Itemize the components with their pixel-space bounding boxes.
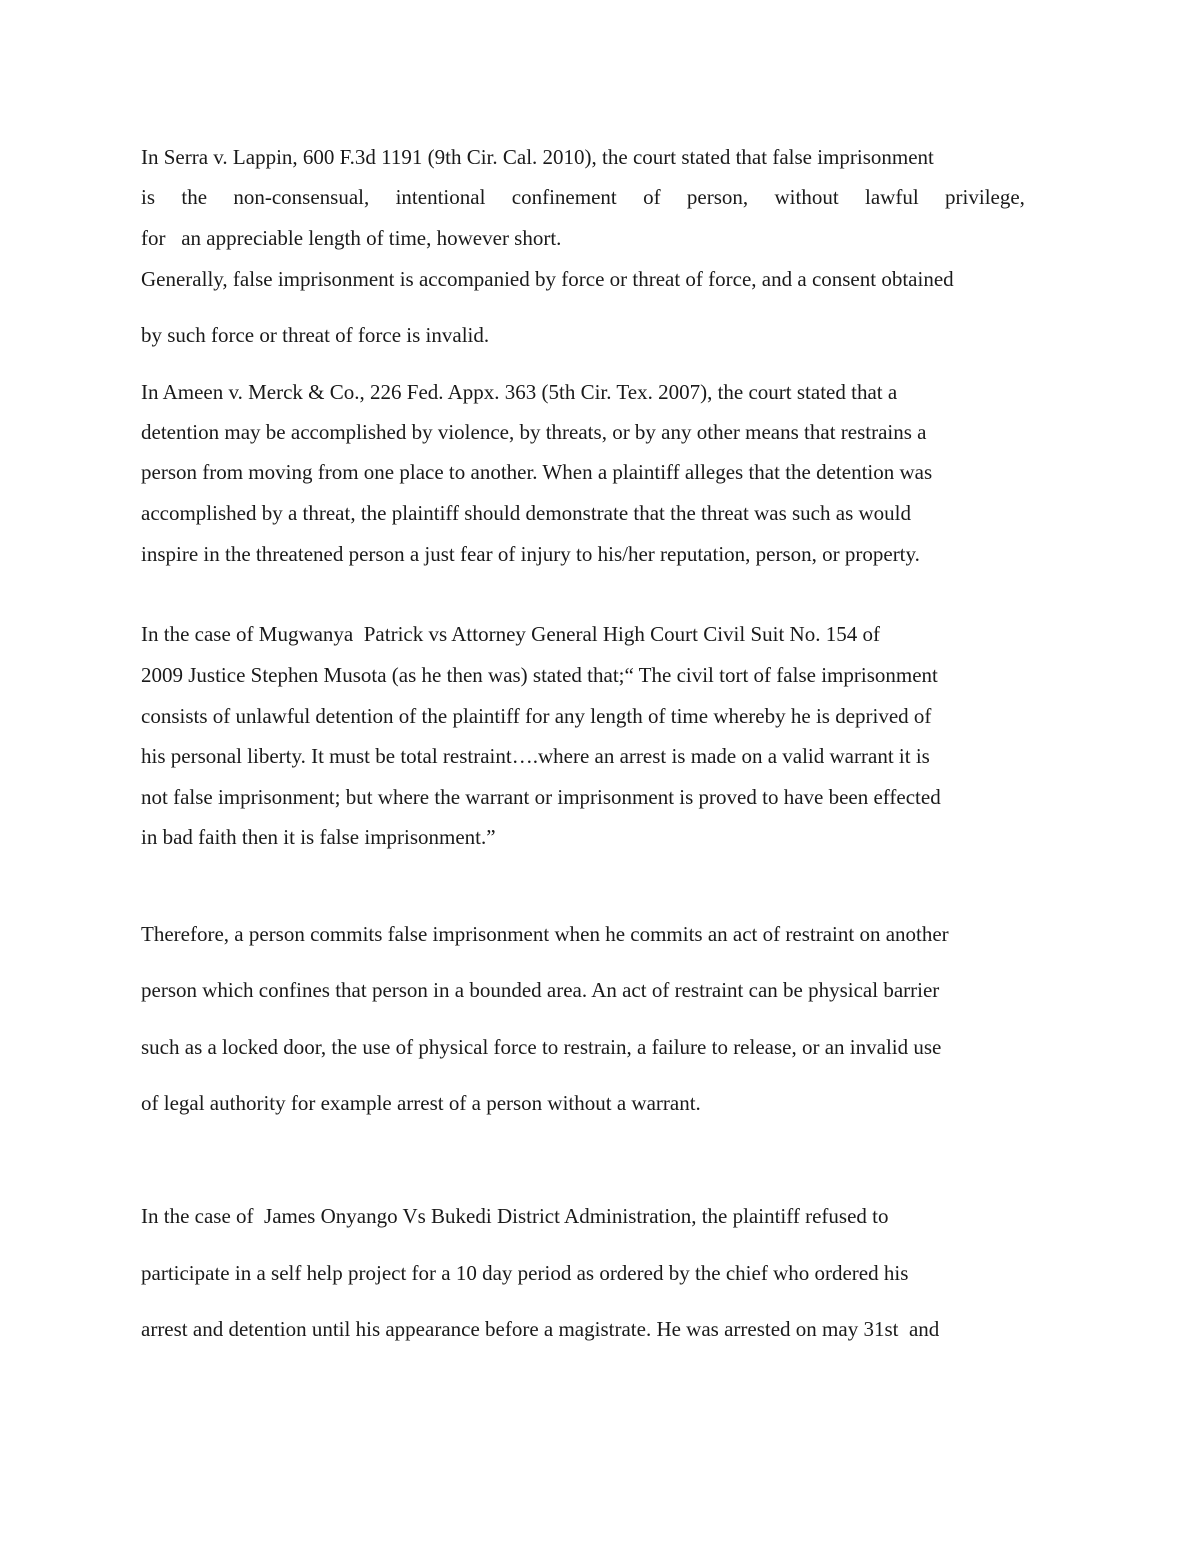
paragraph-mugwanya-line-3: consists of unlawful detention of the plaintiff for any length of time whereby he is deprived of: [141, 704, 932, 728]
paragraph-serra-line-3: for an appreciable length of time, however short.: [141, 226, 562, 250]
word: privilege,: [945, 185, 1025, 209]
word: of: [643, 185, 661, 209]
paragraph-mugwanya-line-6: in bad faith then it is false imprisonment.”: [141, 825, 496, 849]
paragraph-onyango-line-1: In the case of James Onyango Vs Bukedi District Administration, the plaintiff refused to: [141, 1204, 889, 1228]
paragraph-ameen-line-5: inspire in the threatened person a just fear of injury to his/her reputation, person, or property.: [141, 542, 920, 566]
word: confinement: [511, 185, 617, 209]
word: non-consensual,: [233, 185, 370, 209]
paragraph-ameen-line-3: person from moving from one place to another. When a plaintiff alleges that the detention was: [141, 460, 933, 484]
word: lawful: [865, 185, 919, 209]
paragraph-generally-line-1: Generally, false imprisonment is accompanied by force or threat of force, and a consent obtained: [141, 267, 954, 291]
paragraph-mugwanya-line-2: 2009 Justice Stephen Musota (as he then was) stated that;“ The civil tort of false imprisonment: [141, 663, 938, 687]
paragraph-ameen-line-1: In Ameen v. Merck & Co., 226 Fed. Appx. 363 (5th Cir. Tex. 2007), the court stated that a: [141, 380, 898, 404]
paragraph-generally-line-2: by such force or threat of force is invalid.: [141, 323, 490, 347]
paragraph-mugwanya-line-1: In the case of Mugwanya Patrick vs Attorney General High Court Civil Suit No. 154 of: [141, 622, 880, 646]
word: the: [181, 185, 208, 209]
paragraph-therefore-line-4: of legal authority for example arrest of a person without a warrant.: [141, 1091, 701, 1115]
paragraph-ameen-line-2: detention may be accomplished by violence, by threats, or by any other means that restrains a: [141, 420, 927, 444]
paragraph-onyango-line-3: arrest and detention until his appearance before a magistrate. He was arrested on may 31st and: [141, 1317, 940, 1341]
paragraph-mugwanya-line-4: his personal liberty. It must be total restraint….where an arrest is made on a valid warrant it is: [141, 744, 930, 768]
paragraph-therefore-line-3: such as a locked door, the use of physical force to restrain, a failure to release, or an invalid use: [141, 1035, 942, 1059]
paragraph-serra-line-1: In Serra v. Lappin, 600 F.3d 1191 (9th Cir. Cal. 2010), the court stated that false imprisonment: [141, 145, 934, 169]
paragraph-therefore-line-2: person which confines that person in a bounded area. An act of restraint can be physical barrier: [141, 978, 940, 1002]
paragraph-mugwanya-line-5: not false imprisonment; but where the warrant or imprisonment is proved to have been effected: [141, 785, 941, 809]
paragraph-therefore-line-1: Therefore, a person commits false imprisonment when he commits an act of restraint on another: [141, 922, 949, 946]
paragraph-serra-line-2: [141, 185, 1025, 209]
paragraph-onyango-line-2: participate in a self help project for a 10 day period as ordered by the chief who ordered his: [141, 1261, 909, 1285]
word: intentional: [395, 185, 486, 209]
word: is: [141, 185, 156, 209]
word: without: [774, 185, 839, 209]
paragraph-ameen-line-4: accomplished by a threat, the plaintiff should demonstrate that the threat was such as would: [141, 501, 911, 525]
word: person,: [686, 185, 749, 209]
